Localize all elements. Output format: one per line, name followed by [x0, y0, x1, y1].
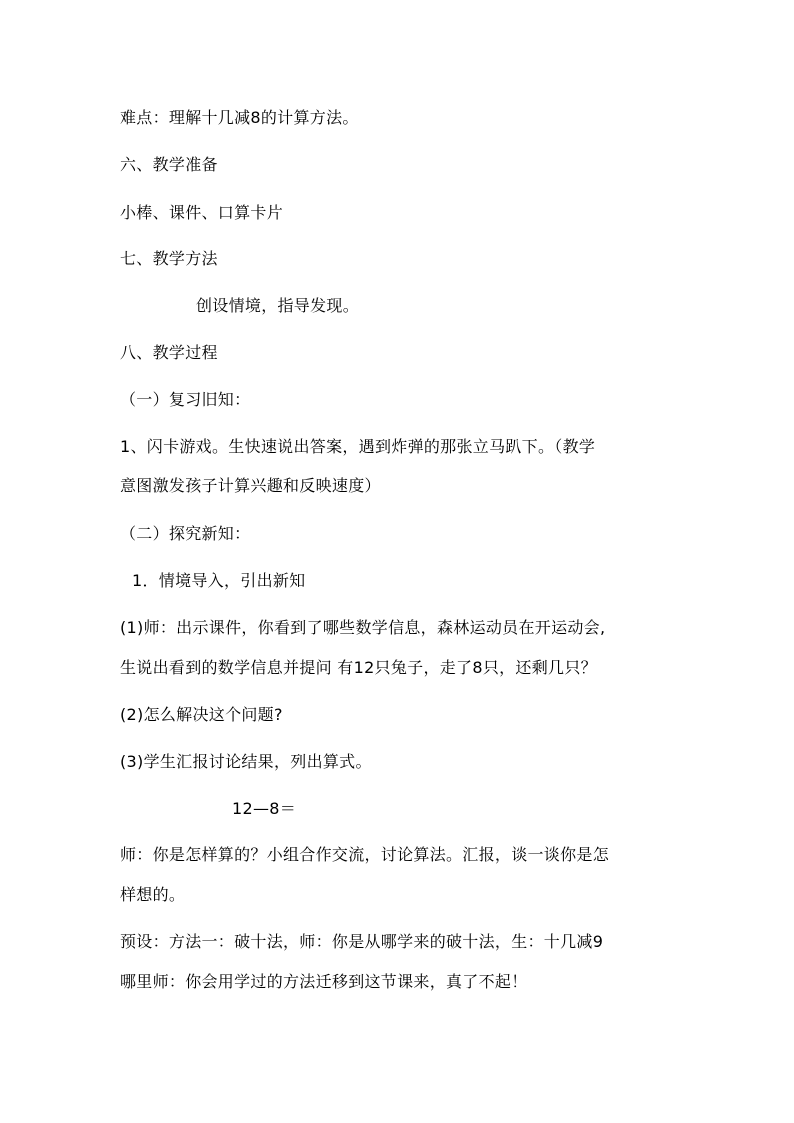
text-line-step-2: (2)怎么解决这个问题? [120, 705, 283, 724]
text-line-step-1b: 生说出看到的数学信息并提问 有12只兔子，走了8只，还剩几只？ [120, 658, 597, 677]
subsection-heading-review: （一）复习旧知： [120, 390, 251, 409]
text-line-flashcard-game: 1、闪卡游戏。生快速说出答案，遇到炸弹的那张立马趴下。（教学 [120, 437, 596, 456]
text-line-preset-b: 哪里师：你会用学过的方法迁移到这节课来，真了不起！ [120, 972, 528, 991]
text-line-step-3: (3)学生汇报讨论结果，列出算式。 [120, 752, 372, 771]
text-line-step-1a: (1)师：出示课件，你看到了哪些数学信息，森林运动员在开运动会, [120, 618, 606, 637]
text-line-preset-a: 预设：方法一：破十法，师：你是从哪学来的破十法，生：十几减9 [120, 932, 604, 951]
formula-line: 12—8＝ [232, 799, 297, 818]
text-line-flashcard-intent: 意图激发孩子计算兴趣和反映速度） [120, 476, 381, 495]
text-line-method-detail: 创设情境，指导发现。 [196, 296, 360, 315]
text-line-teacher-question-a: 师：你是怎样算的？小组合作交流，讨论算法。汇报，谈一谈你是怎 [120, 845, 610, 864]
section-heading-process: 八、教学过程 [120, 343, 218, 362]
section-heading-preparation: 六、教学准备 [120, 155, 218, 174]
text-line-teacher-question-b: 样想的。 [120, 885, 186, 904]
text-line-materials: 小棒、课件、口算卡片 [120, 203, 284, 222]
text-line-scenario-intro: 1．情境导入，引出新知 [132, 571, 306, 590]
text-line-difficulty: 难点：理解十几减8的计算方法。 [120, 108, 359, 127]
subsection-heading-explore: （二）探究新知： [120, 524, 251, 543]
section-heading-methods: 七、教学方法 [120, 249, 218, 268]
